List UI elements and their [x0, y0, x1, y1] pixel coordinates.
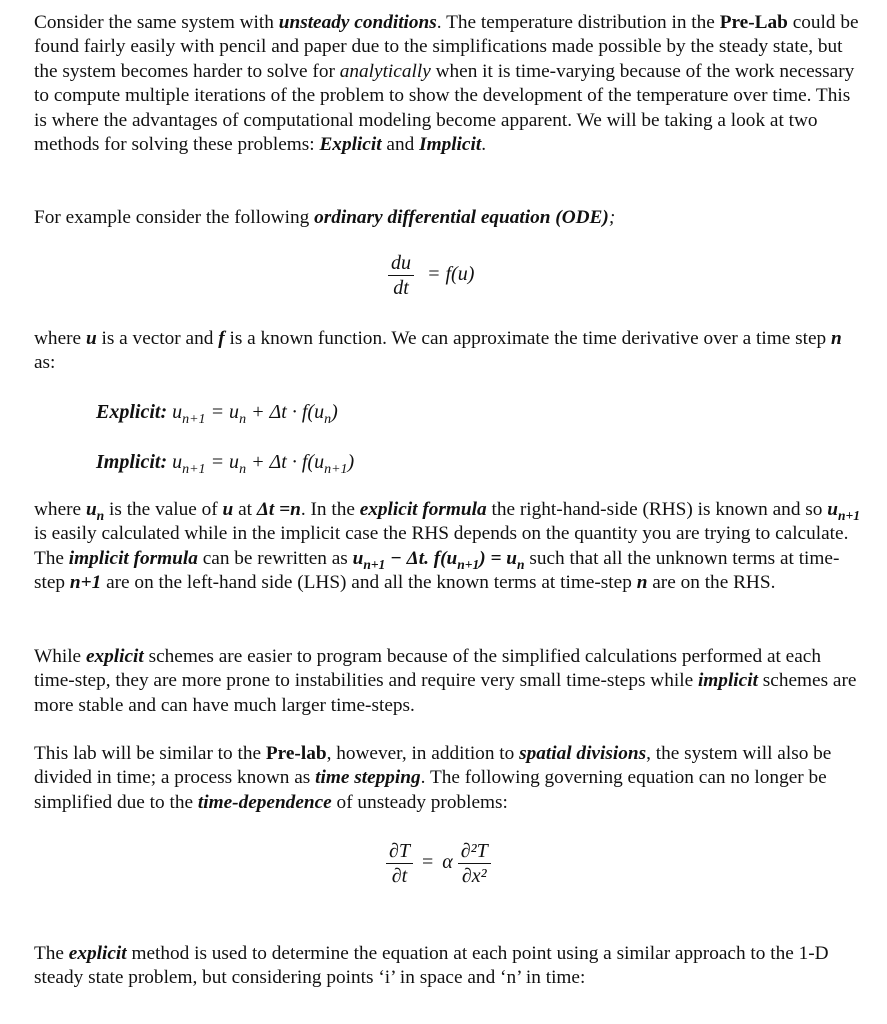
heat-equation: $\frac{\partial T}{\partial t}$ = α $\frac{\text{∂²T}}{\text{∂x²}}$ — [386, 840, 491, 887]
schemes-comparison-paragraph: While explicit schemes are easier to program because of the simplified calculations performed at each time-step, they are more prone to instabilities and require very small time-steps while implicit schemes are more stable and can have much larger time-steps. — [34, 646, 857, 716]
formula-explanation-paragraph: where $u_n$ is the value of u at Δt =n. In the explicit formula the right-hand-side (RHS) is known and so $u_{n+1}$ is easily calculated while in the implicit case the RHS depends on the quantity you are trying to calculate. The implicit formula can be rewritten as $u_{n+1} - \Delta t$. $f(u_{n+1}) = u_n$ such that all the unknown terms at time-step n+1 are on the left-hand side (LHS) and all the known terms at time-step n are on the RHS. — [34, 499, 860, 594]
intro-paragraph: Consider the same system with unsteady conditions. The temperature distribution in the Pre-Lab could be found fairly easily with pencil and paper due to the simplifications made possible by the steady state, but the system becomes harder to solve for analytically when it is time-varying because of the work necessary to compute multiple iterations of the problem to show the development of the temperature over time. This is where the advantages of computational modeling become apparent. We will be taking a look at two methods for solving these problems: Explicit and Implicit. — [34, 12, 859, 156]
implicit-formula: Implicit: $u_{n+1} = u_n + \Delta t \cdot f(u_{n+1})$ — [96, 451, 355, 477]
ode-description-paragraph: where u is a vector and f is a known function. We can approximate the time derivative over a time step n as: — [34, 328, 842, 374]
explicit-formula: Explicit: $u_{n+1} = u_n + \Delta t \cdot f(u_n)$ — [96, 401, 338, 427]
ode-equation: $\frac{du}{dt}$ = f(u) — [388, 252, 474, 299]
explicit-method-paragraph: The explicit method is used to determine the equation at each point using a similar approach to the 1-D steady state problem, but considering points ‘i’ in space and ‘n’ in time: — [34, 943, 829, 989]
lab-description-paragraph: This lab will be similar to the Pre-lab, however, in addition to spatial divisions, the system will also be divided in time; a process known as time stepping. The following governing equation can no longer be simplified due to the time-dependence of unsteady problems: — [34, 743, 832, 813]
ode-intro-paragraph: For example consider the following ordinary differential equation (ODE); — [34, 207, 616, 228]
